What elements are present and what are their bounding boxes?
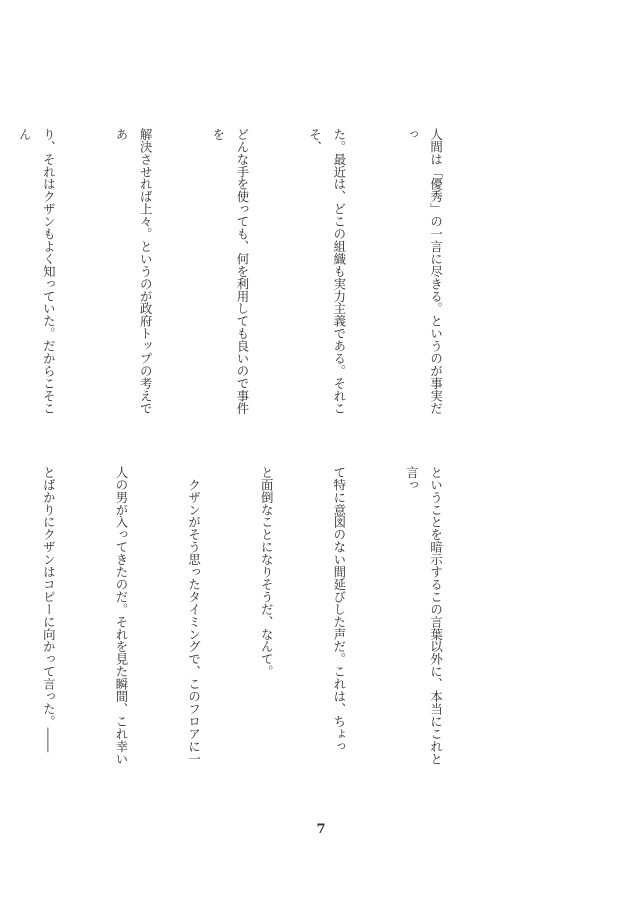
text-line: どんな手を使っても、何を利用しても良いので事件を — [210, 128, 250, 415]
text-line: て特に意図のない間延びした声だ。これは、ちょっ — [331, 466, 347, 753]
text-line: クザンがそう思ったタイミングで、このフロアに一 — [186, 466, 202, 765]
bottom-text-block — [41, 466, 496, 770]
top-text-block — [17, 128, 496, 426]
text-line: とばかりにクザンはコピーに向かって言った。―― — [41, 466, 57, 753]
text-line: 人の男が入ってきたのだ。それを見た瞬間、これ幸い — [113, 466, 129, 765]
text-line: り、それはクザンもよく知っていた。だからこそこん — [17, 128, 57, 415]
text-line: 人間は「優秀」の一言に尽きる。というのが事実だっ — [404, 128, 444, 415]
text-line: と面倒なことになりそうだ、なんて。 — [259, 466, 275, 678]
page-number: 7 — [316, 822, 326, 837]
text-line: 解決させれば上々。というのが政府トップの考えであ — [113, 128, 154, 415]
text-line: た。最近は、どこの組織も実力主義である。それこそ、 — [307, 128, 347, 415]
text-line: ということを暗示するこの言葉以外に、本当にこれと言っ — [404, 466, 444, 765]
